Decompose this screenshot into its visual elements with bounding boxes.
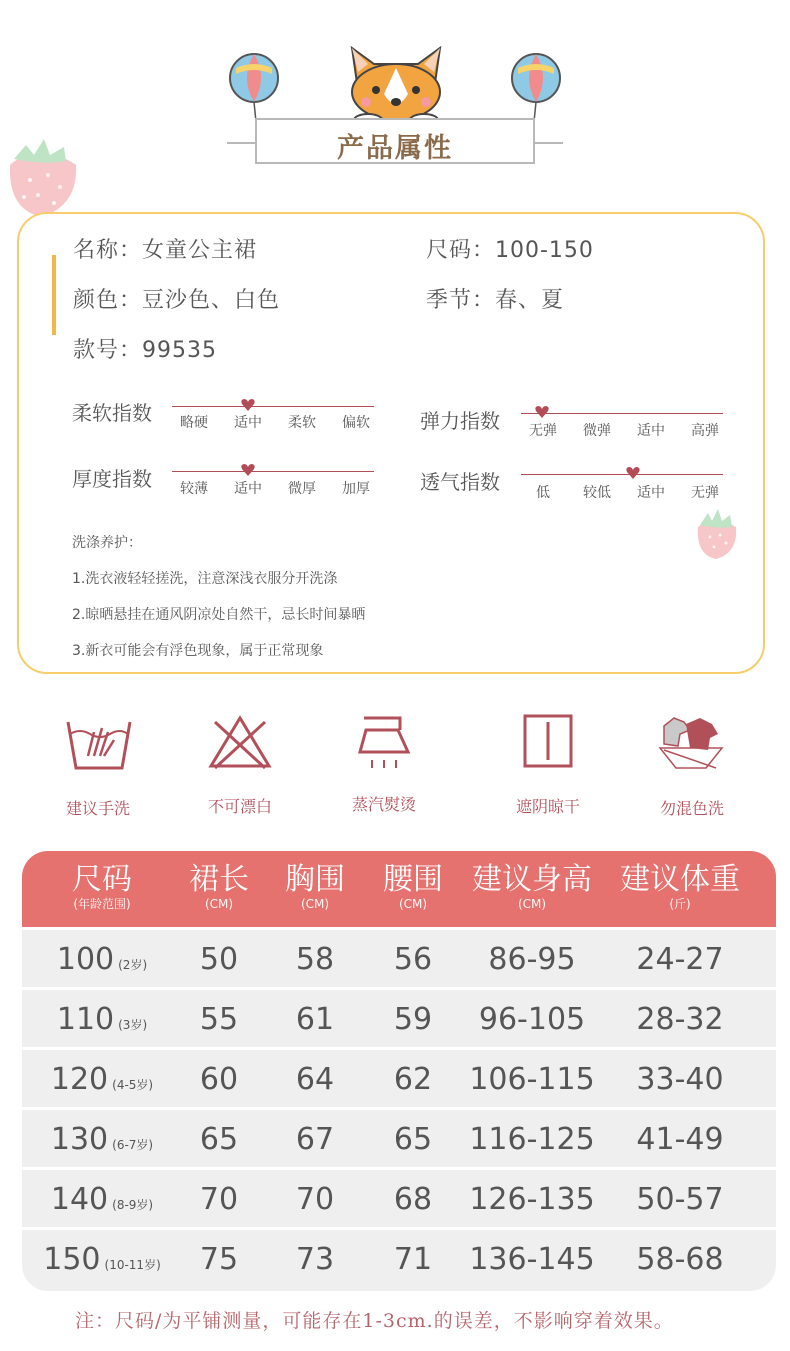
elasticity-option: 无弹 (529, 423, 557, 439)
strawberry-illustration (0, 125, 82, 220)
shade-dry-icon (513, 712, 583, 772)
breathability-option: 无弹 (691, 485, 719, 501)
care-icon-label: 勿混色洗 (659, 799, 724, 818)
elasticity-scale-line (521, 413, 723, 414)
softness-option: 适中 (234, 415, 262, 431)
no-bleach-icon (205, 712, 275, 772)
thickness-option: 较薄 (180, 481, 208, 497)
table-row: 150 (10-11岁) 75 73 71 136-145 58-68 (22, 1227, 776, 1291)
measurement-note: 注：尺码/为平铺测量，可能存在1-3cm.的误差，不影响穿着效果。 (75, 1310, 674, 1332)
product-style-number: 款号：99535 (73, 338, 217, 363)
table-row: 100 (2岁) 50 58 56 86-95 24-27 (22, 927, 776, 984)
accent-bar (52, 255, 56, 335)
page-title: 产品属性 (337, 133, 453, 164)
breathability-option: 适中 (637, 485, 665, 501)
table-row: 140 (8-9岁) 70 70 68 126-135 50-57 (22, 1167, 776, 1224)
elasticity-scale-label: 弹力指数 (420, 409, 500, 433)
steam-iron-icon (350, 712, 420, 772)
column-header-chest: 胸围 (CM) (285, 862, 345, 911)
softness-option: 柔软 (288, 415, 316, 431)
softness-option: 偏软 (342, 415, 370, 431)
softness-option: 略硬 (180, 415, 208, 431)
column-header-length: 裙长 (CM) (189, 862, 249, 911)
thickness-option: 加厚 (342, 481, 370, 497)
heart-icon (241, 464, 255, 476)
heart-icon (535, 406, 549, 418)
care-icon-label: 遮阴晾干 (515, 797, 580, 816)
product-color: 颜色：豆沙色、白色 (73, 288, 281, 313)
product-name: 名称：女童公主裙 (73, 238, 258, 263)
size-table (22, 851, 776, 1291)
thickness-scale-label: 厚度指数 (72, 467, 152, 491)
breathability-scale-line (521, 474, 723, 475)
elasticity-option: 高弹 (691, 423, 719, 439)
title-banner (255, 118, 535, 164)
column-header-height: 建议身高 (CM) (472, 862, 592, 911)
thickness-option: 微厚 (288, 481, 316, 497)
heart-icon (626, 467, 640, 479)
care-icon-label: 蒸汽熨烫 (351, 795, 416, 814)
elasticity-option: 适中 (637, 423, 665, 439)
hand-wash-icon (64, 712, 134, 772)
care-instruction: 3.新衣可能会有浮色现象，属于正常现象 (72, 643, 324, 659)
care-title: 洗涤养护： (72, 535, 142, 551)
table-row: 130 (6-7岁) 65 67 65 116-125 41-49 (22, 1107, 776, 1164)
thickness-scale-line (172, 471, 374, 472)
strawberry-illustration (692, 505, 742, 561)
column-header-size: 尺码 (年龄范围) (72, 862, 132, 911)
softness-scale-line (172, 406, 374, 407)
table-row: 110 (3岁) 55 61 59 96-105 28-32 (22, 987, 776, 1044)
elasticity-option: 微弹 (583, 423, 611, 439)
column-header-weight: 建议体重 (斤) (620, 862, 740, 911)
breathability-scale-label: 透气指数 (420, 470, 500, 494)
table-row: 120 (4-5岁) 60 64 62 106-115 33-40 (22, 1047, 776, 1104)
care-icon-label: 不可漂白 (207, 797, 272, 816)
size-table-header (22, 851, 776, 927)
care-icon-label: 建议手洗 (65, 799, 130, 818)
heart-icon (241, 399, 255, 411)
corgi-illustration (334, 34, 458, 124)
softness-scale-label: 柔软指数 (72, 401, 152, 425)
column-header-waist: 腰围 (CM) (383, 862, 443, 911)
breathability-option: 较低 (583, 485, 611, 501)
care-instruction: 2.晾晒悬挂在通风阴凉处自然干，忌长时间暴晒 (72, 607, 366, 623)
care-instruction: 1.洗衣液轻轻搓洗，注意深浅衣服分开洗涤 (72, 571, 338, 587)
product-size: 尺码：100-150 (426, 238, 594, 263)
no-mix-color-icon (656, 712, 726, 772)
balloon-right-illustration (508, 50, 564, 122)
breathability-option: 低 (536, 485, 550, 501)
balloon-left-illustration (226, 50, 282, 122)
thickness-option: 适中 (234, 481, 262, 497)
product-season: 季节：春、夏 (426, 288, 565, 313)
